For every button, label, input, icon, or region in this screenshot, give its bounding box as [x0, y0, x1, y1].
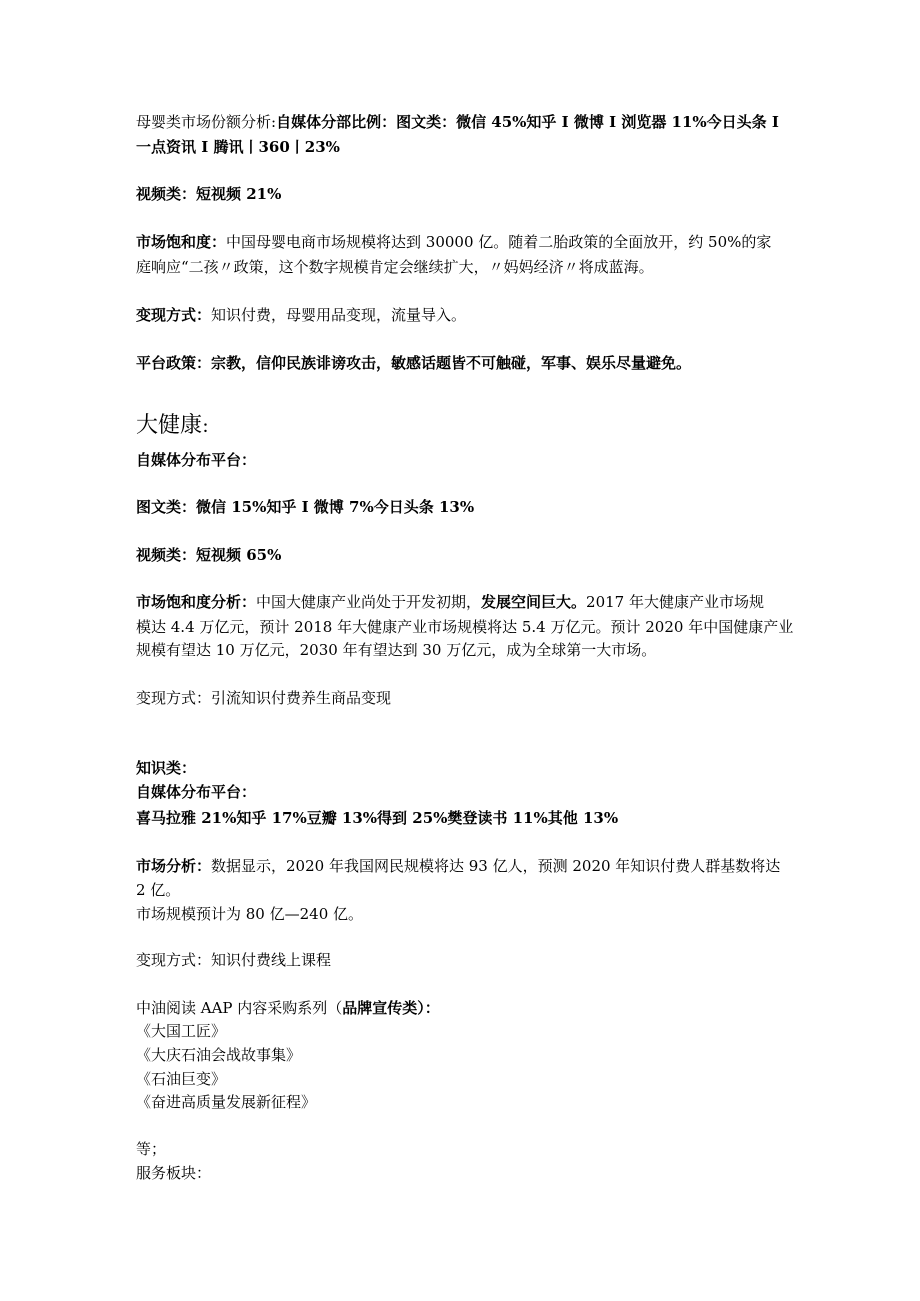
text-segment: 服务板块：: [136, 1164, 212, 1182]
text-segment: 市场饱和度分析：: [136, 593, 257, 611]
text-line: [136, 880, 180, 900]
text-line: [136, 904, 363, 924]
text-segment: 中油阅读 AAP 内容采购系列（: [136, 999, 343, 1017]
text-line: [136, 137, 340, 157]
text-line: [136, 412, 217, 440]
text-line: [136, 856, 780, 876]
text-segment: 中国母婴电商市场规模将达到 30000 亿。随着二胎政策的全面放开，约 50%的家: [226, 233, 772, 251]
text-segment: 品牌宣传类）：: [342, 999, 440, 1017]
text-segment: 变现方式：: [136, 306, 212, 324]
text-line: [136, 998, 440, 1018]
text-line: [136, 232, 771, 252]
text-segment: 《大国工匠》: [136, 1022, 227, 1040]
text-segment: 中国大健康产业尚处于开发初期，: [256, 593, 482, 611]
text-line: [136, 112, 779, 132]
text-line: [136, 353, 691, 373]
text-segment: 庭响应“二孩〃政策，这个数字规模肯定会继续扩大，〃妈妈经济〃将成蓝海。: [136, 258, 654, 276]
text-line: [136, 545, 281, 565]
text-line: [136, 450, 256, 470]
text-line: [136, 808, 618, 828]
text-segment: 等；: [136, 1140, 167, 1158]
text-line: [136, 758, 196, 778]
text-segment: 母婴类市场份额分析:: [136, 113, 277, 131]
section-heading: 大健康: [136, 413, 203, 438]
text-segment: 喜马拉雅 21%知乎 17%豆瓣 13%得到 25%樊登读书 11%其他 13%: [136, 809, 619, 827]
text-segment: 模达 4.4 万亿元，预计 2018 年大健康产业市场规模将达 5.4 万亿元。预计 2020 年中国健康产业: [136, 618, 794, 636]
text-segment: 自媒体分布平台：: [136, 783, 257, 801]
text-segment: 数据显示，2020 年我国网民规模将达 93 亿人，预测 2020 年知识付费人群基数将达: [211, 857, 781, 875]
text-segment: 市场饱和度：: [136, 233, 227, 251]
text-segment: 发展空间巨大。: [481, 593, 587, 611]
text-line: [136, 782, 256, 802]
text-segment: 变现方式：知识付费线上课程: [136, 951, 332, 969]
text-segment: 2017 年大健康产业市场规: [586, 593, 764, 611]
text-line: [136, 950, 331, 970]
text-line: [136, 1021, 226, 1041]
text-segment: 知识类：: [136, 759, 197, 777]
text-line: [136, 688, 391, 708]
text-line: [136, 1163, 211, 1183]
text-segment: 市场分析：: [136, 857, 212, 875]
text-segment: 自媒体分部比例：图文类：微信 45%知乎 I 微博 I 浏览器 11%今日头条 I: [276, 113, 779, 131]
text-line: [136, 640, 656, 660]
text-segment: 知识付费，母婴用品变现，流量导入。: [211, 306, 467, 324]
text-segment: 图文类：微信 15%知乎 I 微博 7%今日头条 13%: [136, 498, 475, 516]
text-line: [136, 1092, 316, 1112]
text-segment: 市场规模预计为 80 亿—240 亿。: [136, 905, 364, 923]
text-segment: 2 亿。: [136, 881, 181, 899]
text-segment: 视频类：短视频 65%: [136, 546, 282, 564]
text-line: [136, 1069, 226, 1089]
text-segment: 规模有望达 10 万亿元，2030 年有望达到 30 万亿元，成为全球第一大市场。: [136, 641, 657, 659]
text-line: [136, 1139, 166, 1159]
text-segment: 《石油巨变》: [136, 1070, 227, 1088]
text-line: [136, 305, 466, 325]
text-segment: 变现方式：引流知识付费养生商品变现: [136, 689, 392, 707]
text-segment: 《大庆石油会战故事集》: [136, 1046, 302, 1064]
text-segment: 一点资讯 I 腾讯丨360丨23%: [136, 138, 340, 156]
text-segment: 平台政策：宗教，信仰民族诽谤攻击，敏感话题皆不可触碰，军事、娱乐尽量避免。: [136, 354, 692, 372]
text-line: [136, 592, 764, 612]
text-segment: 视频类：短视频 21%: [136, 185, 282, 203]
text-line: [136, 497, 474, 517]
text-segment: 《奋进高质量发展新征程》: [136, 1093, 317, 1111]
text-segment: 自媒体分布平台：: [136, 451, 257, 469]
text-line: [136, 617, 793, 637]
text-line: [136, 257, 654, 277]
text-segment: ：: [202, 418, 218, 436]
text-line: [136, 1045, 301, 1065]
text-line: [136, 184, 281, 204]
